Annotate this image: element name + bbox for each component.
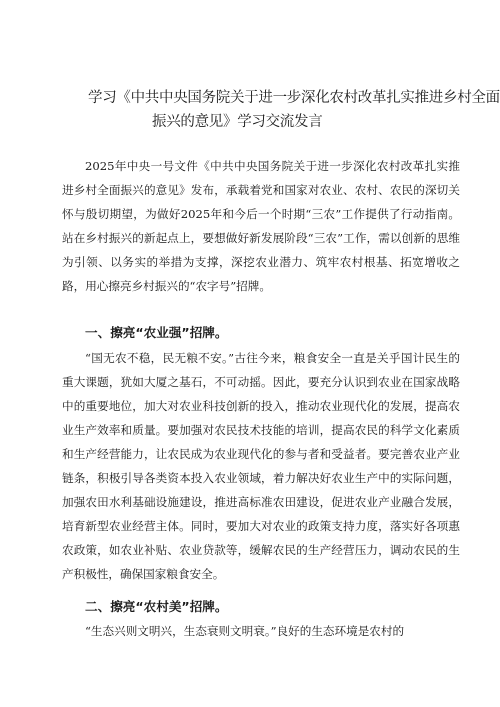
section-heading-1: 一、擦亮“农业强”招牌。 [85, 325, 228, 340]
title-line-1: 学习《中共中央国务院关于进一步深化农村改革扎实推进乡村全面 [88, 90, 500, 106]
section-2-paragraph: “生态兴则文明兴，生态衰则文明衰。”良好的生态环境是农村的 [85, 624, 405, 638]
intro-paragraph: 2025年中央一号文件《中共中央国务院关于进一步深化农村改革扎实推进乡村全面振兴的意见》发布，承载着党和国家对农业、农村、农民的深切关怀与殷切期望，为做好2025年和今后一个时期“三农”工作提供了行动指南。站在乡村振兴的新起点上，要想做好新发展阶段“三农”工作，需以创新的思维为引领、以务实的举措为支撑，深挖农业潜力、筑牢农村根基、拓宽增收之路，用心擦亮乡村振兴的“农字号”招牌。 [62, 159, 460, 293]
document-title [60, 86, 500, 134]
section-heading-2: 二、擦亮“农村美”招牌。 [85, 599, 228, 614]
title-line-2: 振兴的意见》学习交流发言 [152, 114, 323, 130]
section-1-paragraph: “国无农不稳，民无粮不安。”古往今来，粮食安全一直是关乎国计民生的重大课题，犹如大厦之基石，不可动摇。因此，要充分认识到农业在国家战略中的重要地位，加大对农业科技创新的投入，推动农业现代化的发展，提高农业生产效率和质量。要加强对农民技术技能的培训，提高农民的科学文化素质和生产经营能力，让农民成为农业现代化的参与者和受益者。要完善农业产业链条，积极引导各类资本投入农业领域，着力解决好农业生产中的实际问题，加强农田水利基础设施建设，推进高标准农田建设，促进农业产业融合发展，培育新型农业经营主体。同时，要加大对农业的政策支持力度，落实好各项惠农政策，如农业补贴、农业贷款等，缓解农民的生产经营压力，调动农民的生产积极性，确保国家粮食安全。 [62, 351, 460, 581]
